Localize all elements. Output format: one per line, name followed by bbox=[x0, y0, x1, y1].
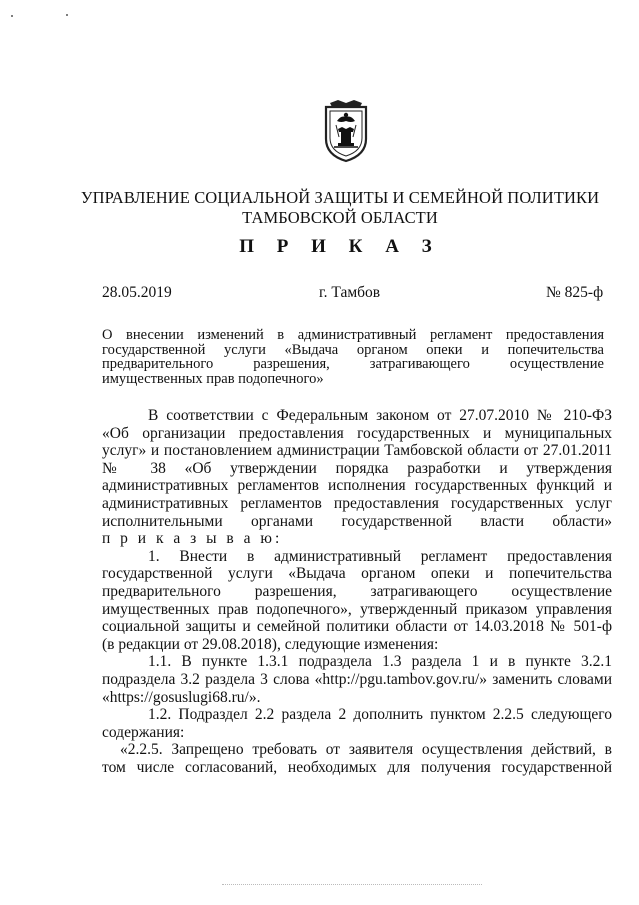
order-number: № 825-ф bbox=[546, 284, 604, 301]
subject-line: О внесении изменений в административный регламент предоставления bbox=[102, 327, 604, 343]
body-line: административных регламентов предоставления государственных услуг bbox=[102, 494, 612, 512]
body-line: исполнительными органами государственной власти области» bbox=[102, 512, 612, 530]
body-line: подраздела 3.2 раздела 3 слова «http://pgu.tambov.gov.ru/» заменить словами bbox=[102, 670, 612, 688]
body-line: № 38 «Об утверждении порядка разработки и утверждения bbox=[102, 459, 612, 477]
order-body bbox=[102, 407, 612, 776]
body-line: социальной защиты и семейной политики области от 14.03.2018 № 501-ф bbox=[102, 618, 612, 636]
body-line: государственной услуги «Выдача органом опеки и попечительства bbox=[102, 565, 612, 583]
body-line: 1.1. В пункте 1.3.1 подраздела 1.3 раздела 1 и в пункте 3.2.1 bbox=[148, 653, 612, 671]
body-line: предварительного разрешения, затрагивающего осуществление bbox=[102, 582, 612, 600]
document-type-title: П Р И К А З bbox=[239, 236, 441, 257]
body-line: услуг» и постановлением администрации Тамбовской области от 27.01.2011 bbox=[102, 442, 612, 460]
body-line: В соответствии с Федеральным законом от 27.07.2010 № 210-ФЗ bbox=[148, 407, 612, 424]
body-line: (в редакции от 29.08.2018), следующие изменения: bbox=[102, 635, 439, 653]
order-subject bbox=[102, 328, 604, 386]
order-city: г. Тамбов bbox=[319, 284, 381, 301]
order-date: 28.05.2019 bbox=[102, 284, 172, 301]
subject-line: имущественных прав подопечного» bbox=[102, 370, 324, 387]
body-line: содержания: bbox=[102, 723, 185, 741]
body-line: «https://gosuslugi68.ru/». bbox=[102, 688, 261, 706]
body-line: «Об организации предоставления государственных и муниципальных bbox=[102, 424, 612, 442]
body-line: том числе согласований, необходимых для получения государственной bbox=[102, 758, 612, 776]
subject-line: государственной услуги «Выдача органом опеки и попечительства bbox=[102, 341, 604, 358]
organization-line-1: УПРАВЛЕНИЕ СОЦИАЛЬНОЙ ЗАЩИТЫ И СЕМЕЙНОЙ ПОЛИТИКИ bbox=[80, 188, 600, 207]
body-line: имущественных прав подопечного», утвержденный приказом управления bbox=[102, 600, 612, 618]
body-line: административных регламентов исполнения государственных функций и bbox=[102, 477, 612, 495]
body-line: 1.2. Подраздел 2.2 раздела 2 дополнить пунктом 2.2.5 следующего bbox=[148, 706, 612, 724]
organization-heading bbox=[60, 188, 620, 228]
scan-bottom-artifact bbox=[222, 884, 482, 887]
organization-line-2: ТАМБОВСКОЙ ОБЛАСТИ bbox=[242, 208, 438, 227]
body-line: 1. Внести в административный регламент предоставления bbox=[148, 547, 612, 565]
prikazyvayu-line: п р и к а з ы в а ю: bbox=[102, 530, 283, 548]
body-line: «2.2.5. Запрещено требовать от заявителя осуществления действий, в bbox=[120, 741, 612, 759]
subject-line: предварительного разрешения, затрагивающего осуществление bbox=[102, 356, 604, 372]
coat-of-arms-emblem bbox=[320, 99, 372, 163]
